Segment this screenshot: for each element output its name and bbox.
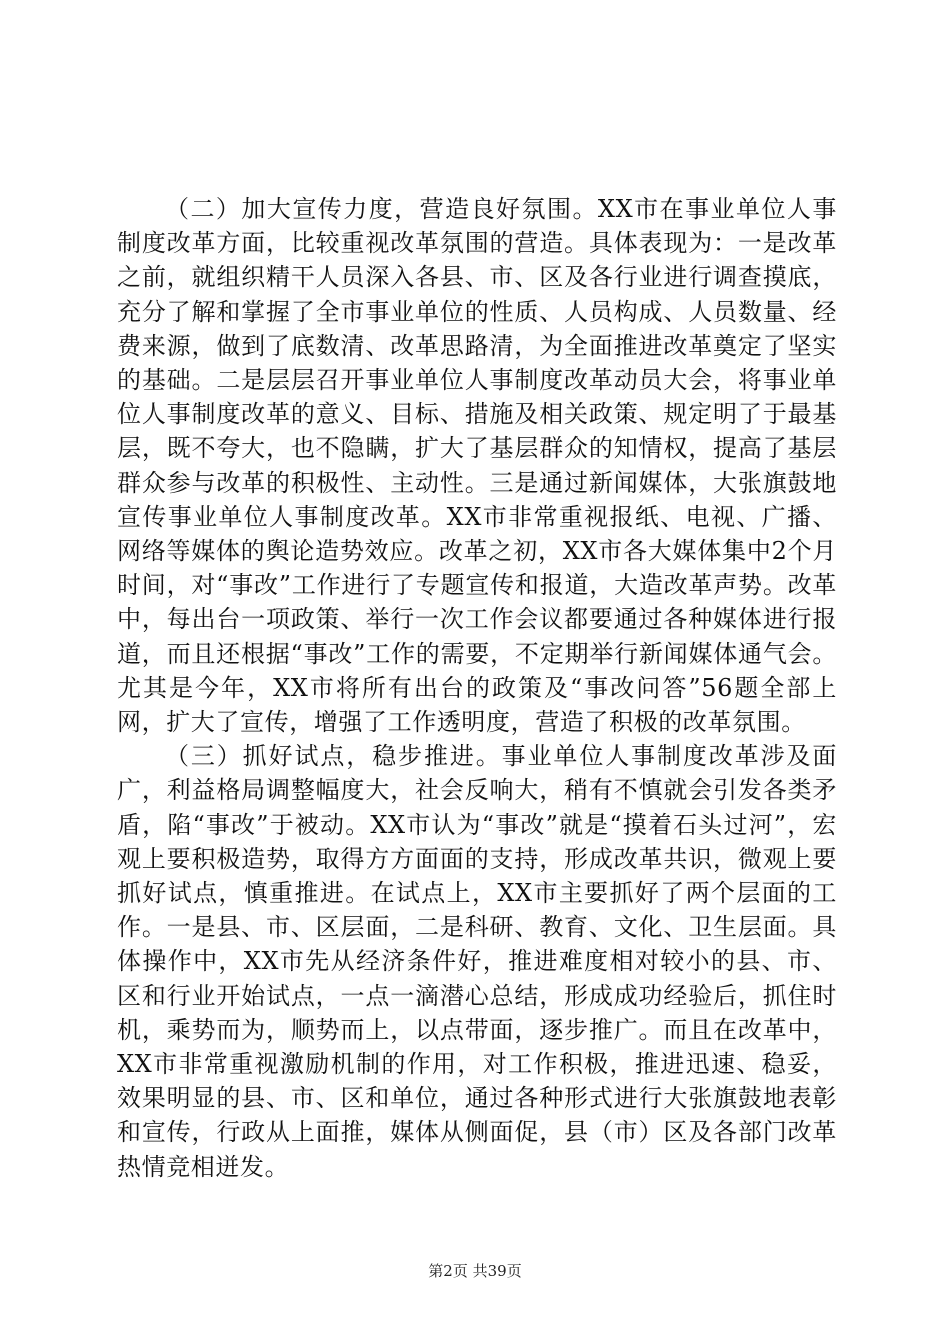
paragraph-publicity: （二）加大宣传力度，营造良好氛围。XX市在事业单位人事制度改革方面，比较重视改革氛围的营造。具体表现为：一是改革之前，就组织精干人员深入各县、市、区及各行业进行调查摸底，充分了解和掌握了全市事业单位的性质、人员构成、人员数量、经费来源，做到了底数清、改革思路清，为全面推进改革奠定了坚实的基础。二是层层召开事业单位人事制度改革动员大会，将事业单位人事制度改革的意义、目标、措施及相关政策、规定明了于最基层，既不夸大，也不隐瞒，扩大了基层群众的知情权，提高了基层群众参与改革的积极性、主动性。三是通过新闻媒体，大张旗鼓地宣传事业单位人事制度改革。XX市非常重视报纸、电视、广播、网络等媒体的舆论造势效应。改革之初，XX市各大媒体集中2个月时间，对“事改”工作进行了专题宣传和报道，大造改革声势。改革中，每出台一项政策、举行一次工作会议都要通过各种媒体进行报道，而且还根据“事改”工作的需要，不定期举行新闻媒体通气会。尤其是今年，XX市将所有出台的政策及“事改问答”56题全部上网，扩大了宣传，增强了工作透明度，营造了积极的改革氛围。 [117,195,837,737]
paragraph-pilot: （三）抓好试点，稳步推进。事业单位人事制度改革涉及面广，利益格局调整幅度大，社会反响大，稍有不慎就会引发各类矛盾，陷“事改”于被动。XX市认为“事改”就是“摸着石头过河”，宏观上要积极造势，取得方方面面的支持，形成改革共识，微观上要抓好试点，慎重推进。在试点上，XX市主要抓好了两个层面的工作。一是县、市、区层面，二是科研、教育、文化、卫生层面。具体操作中，XX市先从经济条件好，推进难度相对较小的县、市、区和行业开始试点，一点一滴潜心总结，形成成功经验后，抓住时机，乘势而为，顺势而上，以点带面，逐步推广。而且在改革中，XX市非常重视激励机制的作用，对工作积极，推进迅速、稳妥，效果明显的县、市、区和单位，通过各种形式进行大张旗鼓地表彰和宣传，行政从上面推，媒体从侧面促，县（市）区及各部门改革热情竞相迸发。 [117,742,837,1181]
document-body [117,192,837,1184]
page-footer: 第2页 共39页 [428,1262,522,1280]
